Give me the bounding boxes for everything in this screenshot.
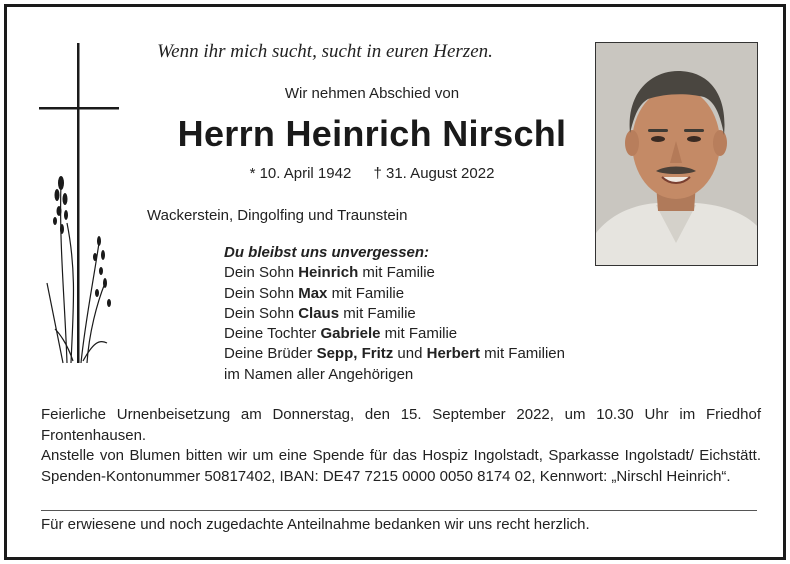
- mourners-list: [224, 243, 565, 385]
- life-dates: [147, 165, 597, 182]
- mourner-line: Deine Brüder Sepp, Fritz und Herbert mit Familien: [224, 345, 565, 363]
- portrait-illustration: [596, 43, 758, 266]
- divider: [41, 510, 757, 511]
- intro-line: Wir nehmen Abschied von: [284, 85, 460, 102]
- motto: Wenn ihr mich sucht, sucht in euren Herzen.: [157, 41, 493, 62]
- death-date: † 31. August 2022: [373, 165, 495, 182]
- mourners-heading: Du bleibst uns unvergessen:: [224, 244, 430, 261]
- obituary-notice: [4, 4, 786, 560]
- cross-with-grass-icon: [37, 43, 127, 373]
- birth-date: * 10. April 1942: [249, 165, 352, 182]
- portrait-photo: [595, 42, 758, 266]
- thanks-line: Für erwiesene und noch zugedachte Anteilnahme bedanken wir uns recht herzlich.: [41, 516, 590, 533]
- mourner-line: Deine Tochter Gabriele mit Familie: [224, 325, 458, 343]
- donation-paragraph: Anstelle von Blumen bitten wir um eine Spende für das Hospiz Ingolstadt, Sparkasse Ingolstadt/ Eichstätt. Spenden-Kontonummer 50817402, IBAN: DE47 7215 0000 0050 8174 02, Kennwort: „Nirschl Heinrich“.: [41, 447, 761, 485]
- mourner-line: Dein Sohn Claus mit Familie: [224, 304, 416, 322]
- places: Wackerstein, Dingolfing und Traunstein: [147, 207, 408, 224]
- mourner-line: im Namen aller Angehörigen: [224, 365, 414, 383]
- deceased-name: Herrn Heinrich Nirschl: [177, 113, 567, 154]
- ceremony-paragraph: Feierliche Urnenbeisetzung am Donnerstag, den 15. September 2022, um 10.30 Uhr im Friedhof Frontenhausen.: [41, 406, 761, 444]
- mourner-line: Dein Sohn Heinrich mit Familie: [224, 264, 435, 282]
- mourner-line: Dein Sohn Max mit Familie: [224, 284, 405, 302]
- announcement-text: [41, 405, 761, 487]
